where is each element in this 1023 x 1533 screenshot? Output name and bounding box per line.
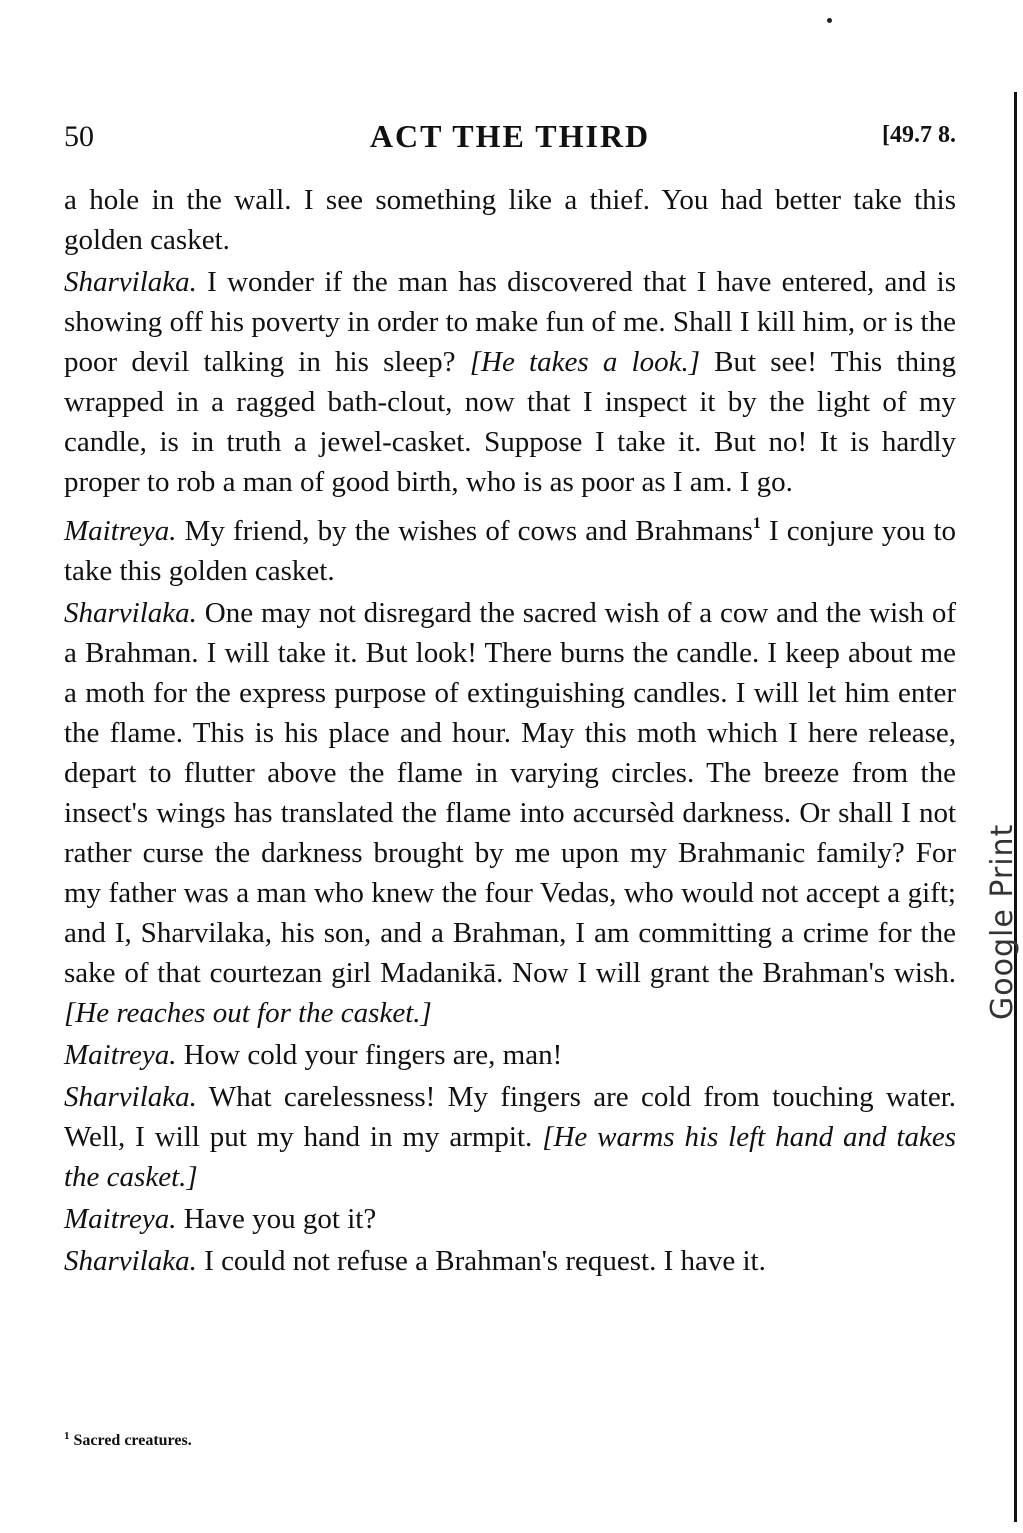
speech-text: I conjure you to take this golden casket.	[64, 515, 956, 587]
stage-direction: [He reaches out for the casket.]	[64, 997, 432, 1029]
speech-text: I wonder if the man has discovered that I have entered, and is showing off his poverty in order to make fun of me. Shall I kill him, or is the poor devil talking in his sleep?	[64, 266, 956, 378]
paragraph-text: a hole in the wall. I see something like a thief. You had better take this golden casket.	[64, 184, 956, 256]
speaker-name: Sharvilaka.	[64, 1245, 197, 1277]
page-edge-rule	[1014, 92, 1017, 1522]
watermark: Google Print	[985, 823, 1020, 1020]
footnote-mark: 1	[64, 1430, 70, 1442]
running-head	[64, 120, 956, 160]
act-reference: [49.7 8.	[882, 122, 956, 148]
footnote-reference[interactable]: 1	[752, 515, 761, 532]
paragraph	[64, 593, 956, 1033]
paragraph	[64, 1241, 956, 1281]
speech-text: What carelessness! My fingers are cold from touching water. Well, I will put my hand in my armpit.	[64, 1081, 956, 1153]
speaker-name: Maitreya.	[64, 515, 177, 547]
speech-text: One may not disregard the sacred wish of a cow and the wish of a Brahman. I will take it. But look! There burns the candle. I keep about me a moth for the express purpose of extinguishing candles. I will let him enter the flame. This is his place and hour. May this moth which I here release, depart to flutter above the flame in varying circles. The breeze from the insect's wings has translated the flame into accursèd darkness. Or shall I not rather curse the darkness brought by me upon my Brahmanic family? For my father was a man who knew the four Vedas, who would not accept a gift; and I, Sharvilaka, his son, and a Brahman, I am committing a crime for the sake of that courtezan girl Madanikā. Now I will grant the Brahman's wish.	[64, 597, 956, 989]
speech-text: Have you got it?	[176, 1203, 377, 1235]
speech-text: But see! This thing wrapped in a ragged bath-clout, now that I inspect it by the light of my candle, is in truth a jewel-casket. Suppose I take it. But no! It is hardly proper to rob a man of good birth, who is as poor as I am. I go.	[64, 346, 957, 498]
footnote-text: Sacred creatures.	[73, 1432, 192, 1449]
speaker-name: Sharvilaka.	[64, 1081, 197, 1113]
page-number: 50	[64, 120, 94, 153]
paragraph	[64, 504, 956, 591]
running-title: ACT THE THIRD	[369, 118, 651, 154]
speech-text: How cold your fingers are, man!	[176, 1039, 563, 1071]
paragraph	[64, 180, 956, 260]
speech-text: I could not refuse a Brahman's request. I have it.	[196, 1245, 766, 1277]
speech-text: My friend, by the wishes of cows and Brahmans	[176, 515, 753, 547]
speaker-name: Sharvilaka.	[64, 597, 197, 629]
speaker-name: Maitreya.	[64, 1039, 177, 1071]
footnote	[64, 1430, 192, 1450]
paragraph	[64, 262, 956, 502]
paragraph	[64, 1077, 956, 1197]
paragraph	[64, 1035, 956, 1075]
speaker-name: Sharvilaka.	[64, 266, 197, 298]
paragraph	[64, 1199, 956, 1239]
ink-speck	[827, 18, 832, 23]
body-text	[64, 180, 956, 1281]
stage-direction: [He warms his left hand and takes the casket.]	[64, 1121, 956, 1193]
speaker-name: Maitreya.	[64, 1203, 177, 1235]
stage-direction: [He takes a look.]	[469, 346, 700, 378]
